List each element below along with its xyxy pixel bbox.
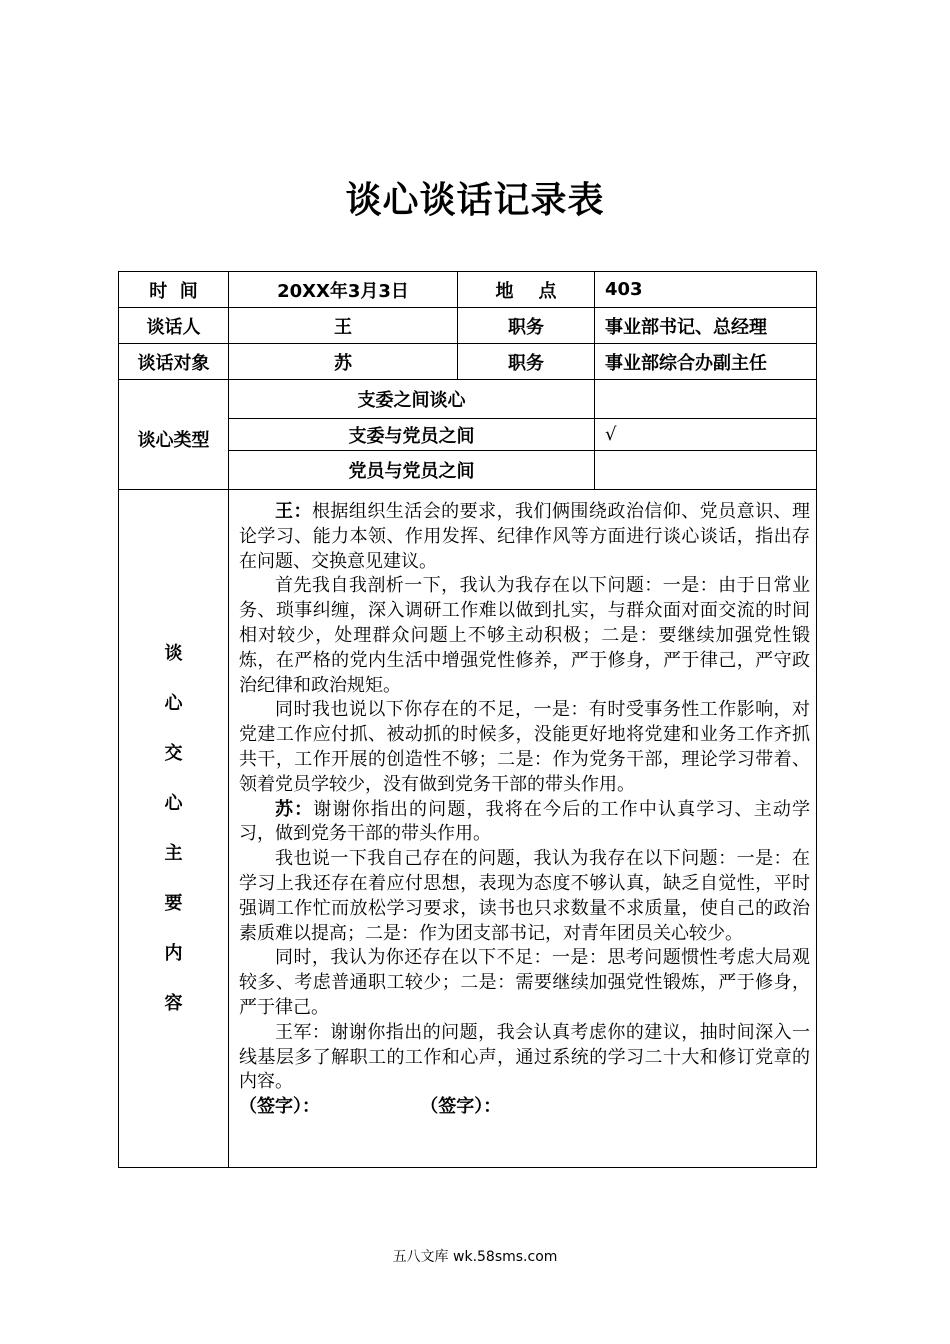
speaker-name: 苏：	[275, 798, 314, 820]
record-table	[118, 271, 817, 1168]
content-paragraph: 同时我也说以下你存在的不足，一是：有时受事务性工作影响，对党建工作应付抓、被动抓的时候多，没能更好地将党建和业务工作齐抓共干，工作开展的创造性不够；二是：作为党务干部，理论学习带着、领着党员学较少，没有做到党务干部的带头作用。	[239, 699, 810, 795]
target-post-label: 职务	[458, 344, 595, 380]
speaker-name: 王：	[275, 501, 312, 522]
talk-type-option-label: 支委之间谈心	[229, 380, 595, 419]
talk-type-option-mark	[595, 451, 817, 490]
time-row	[119, 272, 817, 308]
speaker-row	[119, 308, 817, 344]
content-label-char: 交	[164, 742, 183, 764]
content-label-char: 谈	[164, 642, 183, 664]
speaker-post-label: 职务	[458, 308, 595, 344]
footer-watermark: 五八文库 wk.58sms.com	[392, 1249, 558, 1265]
content-paragraph: 我也说一下我自己存在的问题，我认为我存在以下问题：一是：在学习上我还存在着应付思想，表现为态度不够认真，缺乏自觉性，平时强调工作忙而放松学习要求，读书也只求数量不求质量，使自己的政治素质难以提高；二是：作为团支部书记，对青年团员关心较少。	[239, 848, 810, 944]
time-label: 时 间	[119, 272, 229, 308]
content-paragraph	[239, 500, 810, 574]
paragraph-text: 根据组织生活会的要求，我们俩围绕政治信仰、党员意识、理论学习、能力本领、作用发挥、纪律作风等方面进行谈心谈话，指出存在问题、交换意见建议。	[239, 501, 811, 572]
content-row	[119, 490, 817, 1168]
talk-type-option-label: 支委与党员之间	[229, 419, 595, 451]
content-paragraph	[239, 798, 810, 848]
talk-type-option-mark	[595, 380, 817, 419]
place-label: 地 点	[458, 272, 595, 308]
talk-type-option-label: 党员与党员之间	[229, 451, 595, 490]
content-label-char: 心	[164, 792, 183, 814]
place-value: 403	[595, 272, 817, 308]
speaker-post-value: 事业部书记、总经理	[595, 308, 817, 344]
time-value: 20XX年3月3日	[229, 272, 458, 308]
content-body	[229, 490, 817, 1168]
speaker-value: 王	[229, 308, 458, 344]
page-title: 谈心谈话记录表	[345, 179, 605, 221]
talk-type-label: 谈心类型	[119, 380, 229, 490]
content-label-char: 内	[164, 942, 183, 964]
content-paragraph: 王军：谢谢你指出的问题，我会认真考虑你的建议，抽时间深入一线基层多了解职工的工作和心声，通过系统的学习二十大和修订党章的内容。	[239, 1021, 810, 1093]
talk-type-row-1	[119, 380, 817, 419]
speaker-label: 谈话人	[119, 308, 229, 344]
content-label-char: 容	[164, 992, 183, 1014]
target-post-value: 事业部综合办副主任	[595, 344, 817, 380]
content-label	[119, 490, 229, 1168]
target-value: 苏	[229, 344, 458, 380]
target-row	[119, 344, 817, 380]
content-label-char: 心	[164, 692, 183, 714]
paragraph-text: 谢谢你指出的问题，我将在今后的工作中认真学习、主动学习，做到党务干部的带头作用。	[239, 798, 810, 845]
target-label: 谈话对象	[119, 344, 229, 380]
signature-line: （签字）： （签字）：	[239, 1096, 502, 1118]
content-paragraph: 首先我自我剖析一下，我认为我存在以下问题：一是：由于日常业务、琐事纠缠，深入调研工作难以做到扎实，与群众面对面交流的时间相对较少，处理群众问题上不够主动积极；二是：要继续加强党性锻炼，在严格的党内生活中增强党性修养，严于修身，严于律己，严守政治纪律和政治规矩。	[239, 575, 810, 696]
talk-type-option-mark: √	[595, 419, 817, 451]
content-label-char: 主	[164, 842, 183, 864]
content-paragraph: 同时，我认为你还存在以下不足：一是：思考问题惯性考虑大局观较多、考虑普通职工较少；二是：需要继续加强党性锻炼，严于修身，严于律己。	[239, 947, 810, 1018]
content-label-char: 要	[164, 892, 183, 914]
